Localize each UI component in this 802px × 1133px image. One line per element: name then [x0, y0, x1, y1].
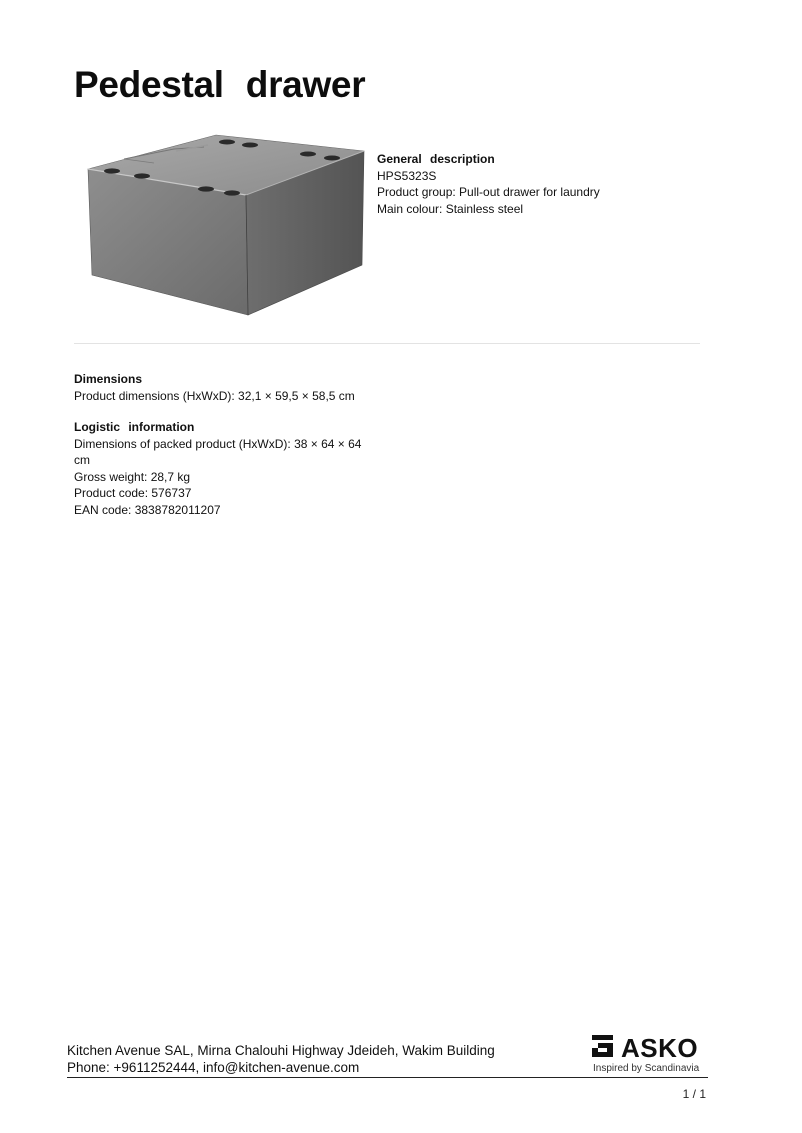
general-description-heading: General description [377, 152, 495, 166]
ean-code: EAN code: 3838782011207 [74, 502, 221, 517]
page-number: 1 / 1 [682, 1087, 706, 1101]
gross-weight: Gross weight: 28,7 kg [74, 469, 191, 484]
product-dimensions: Product dimensions (HxWxD): 32,1 × 59,5 × 58,5 cm [74, 388, 355, 403]
brand-name: ASKO [621, 1033, 699, 1063]
asko-logo [590, 1030, 710, 1074]
page-title: Pedestal drawer [74, 64, 366, 105]
packed-dimensions: Dimensions of packed product (HxWxD): 38 × 64 × 64 cm [74, 436, 362, 467]
specifications [74, 371, 374, 533]
asko-logo-mark-icon [592, 1035, 613, 1057]
footer-address: Kitchen Avenue SAL, Mirna Chalouhi Highway Jdeideh, Wakim Building [67, 1043, 495, 1058]
product-image [84, 133, 370, 319]
dimensions-section [74, 371, 374, 404]
section-divider [74, 343, 700, 344]
general-description [377, 151, 707, 217]
model-number: HPS5323S [377, 168, 437, 183]
logistic-heading: Logistic information [74, 420, 195, 434]
brand-tagline: Inspired by Scandinavia [593, 1063, 700, 1074]
footer-contact [67, 1043, 495, 1076]
dimensions-heading: Dimensions [74, 372, 143, 386]
product-code: Product code: 576737 [74, 486, 192, 500]
product-group: Product group: Pull-out drawer for laundry [377, 185, 600, 199]
main-colour: Main colour: Stainless steel [377, 201, 524, 216]
logistic-section [74, 419, 374, 518]
footer-phone-email: Phone: +9611252444, info@kitchen-avenue.com [67, 1059, 360, 1075]
footer-rule [67, 1077, 708, 1078]
